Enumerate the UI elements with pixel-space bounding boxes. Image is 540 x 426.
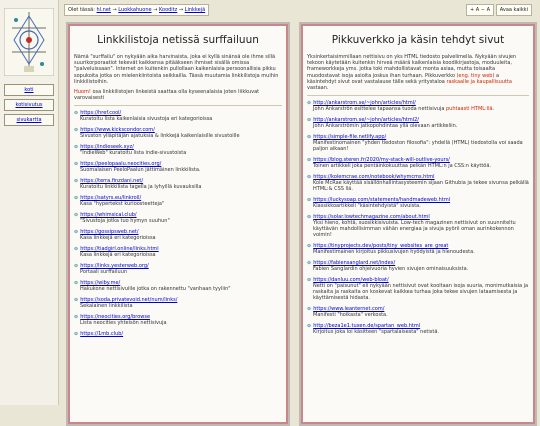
link-description-text: Kirjoitus joka loi käsitteen "spartalaisesta" netistä. — [313, 329, 439, 336]
right-panel-title: Pikkuverkko ja käsin tehdyt sivut — [331, 34, 505, 46]
link-description — [307, 266, 529, 272]
link-description — [74, 252, 282, 258]
link-url[interactable]: https://fabiensanglard.net/index/ — [313, 260, 396, 267]
bullet-icon: ⊙ — [74, 161, 79, 168]
link-description-text: John Ankarströmin jatkopohdintaa yllä olevaan artikkeliin. — [313, 123, 458, 130]
link-description — [74, 303, 282, 309]
sidebar-button-sitemap[interactable]: sivukartta — [4, 114, 54, 126]
bullet-icon: ⊙ — [307, 197, 312, 204]
note-text: osa linkkilistojen linkeistä saattaa olla kyseenalaisia joten liikkuvat varovaisesti — [74, 89, 260, 102]
list-item — [307, 243, 529, 255]
list-item — [74, 127, 282, 139]
link-description — [307, 106, 529, 112]
left-link-list — [74, 110, 282, 337]
link-description-text: Klassikkoartikkeli "käsintehdyistä" sivuista. — [313, 203, 421, 210]
link-description — [74, 201, 282, 207]
breadcrumb-item-kooditz[interactable]: Kooditz — [158, 7, 178, 13]
link-description-text: Manifesti "hoikasta" verkosta. — [313, 312, 388, 319]
link-url[interactable]: http://ankarstrom.se/~john/articles/html/ — [313, 100, 416, 107]
open-all-button[interactable]: Avaa kaikki — [496, 4, 532, 16]
bullet-icon: ⊙ — [74, 178, 79, 185]
list-item — [74, 297, 282, 309]
link-url[interactable]: https://whimsical.club/ — [80, 212, 137, 219]
list-item — [307, 157, 529, 169]
right-link-list — [307, 100, 529, 335]
link-description-text: Portaali surffailuun — [80, 269, 128, 276]
link-description-text: Kole McRae käyttää sisällönhallintasysteemin sijaan Githubia ja tekee sivunsa pelkällä HTML:& CSS llä. — [313, 180, 529, 193]
link-description — [74, 116, 282, 122]
left-note — [74, 89, 282, 101]
link-description — [74, 320, 282, 326]
bullet-icon: ⊙ — [74, 263, 79, 270]
list-item — [74, 178, 282, 190]
link-url[interactable]: https://solar.lowtechmagazine.com/about.html — [313, 214, 430, 221]
list-item — [307, 100, 529, 112]
list-item — [307, 306, 529, 318]
link-url[interactable]: https://wiby.me/ — [80, 280, 121, 287]
left-panel-title: Linkkilistoja netissä surffailuun — [97, 34, 259, 46]
font-size-controls[interactable]: + A − A — [466, 4, 494, 16]
link-description — [307, 283, 529, 301]
link-description — [74, 235, 282, 241]
bullet-icon: ⊙ — [307, 100, 312, 107]
link-url[interactable]: https://simple-file.netlify.app/ — [313, 134, 387, 141]
bullet-icon: ⊙ — [74, 280, 79, 287]
bullet-icon: ⊙ — [307, 323, 312, 330]
link-url[interactable]: https://www.leanternet.com/ — [313, 306, 385, 313]
link-description-text: Sekalainen linkkilista — [80, 303, 133, 310]
site-logo-icon — [4, 8, 54, 76]
link-description — [307, 249, 529, 255]
link-description-highlight: puhtaasti HTML:llä. — [446, 106, 495, 113]
link-description-text: "IndieWeb" kuratoitu lista indie-sivustoista — [80, 150, 187, 157]
link-description-text: Toinen artikkeli joka pentäinkokuuttaa pelkän HTML:n ja CSS:n käyttöä. — [313, 163, 492, 170]
right-intro-text-1: Yksinkertaisimmillaan nettisivu on yks HTML tiedosto palvelimella. Nykyään sivujen tekoon käytetään kuitenkin hirveä määrä kaikenlaisia koodikirjastoja, moduuleita, frameworkkeja yms. jotka toki mahdollistavat monta asiaa, mutta toisaalta muodostavat isoja asioita joskus ihan turhaan. Pikkuverkko — [307, 54, 517, 79]
link-description-text: Manifestimainen kirjoitus pikkusivujen hyödyistä ja hienoudesta. — [313, 249, 475, 256]
list-item — [307, 117, 529, 129]
link-url[interactable]: https://gossipsweb.net/ — [80, 229, 139, 236]
bullet-icon: ⊙ — [74, 212, 79, 219]
bullet-icon: ⊙ — [307, 214, 312, 221]
right-intro-red-1: (eng. tiny web) — [456, 72, 495, 79]
link-url[interactable]: https://indieseek.xyz/ — [80, 144, 134, 151]
link-description — [74, 133, 282, 139]
link-description-text: Sivuston ylläpitäjän ajatuksia & linkkejä kaikenlaisille sivustoille — [80, 133, 240, 140]
link-description-text: Suomalaisen PeeloPaalun jättimäinen linkkilista. — [80, 167, 201, 174]
right-intro-text-2: a käsintehdyt sivut ovat vastalause tälle sekä yritystaloa — [307, 72, 500, 85]
link-url[interactable]: https://peelopaalu.neocities.org/ — [80, 161, 162, 168]
bullet-icon: ⊙ — [74, 297, 79, 304]
right-intro-text-3: vastaan. — [307, 85, 329, 92]
list-item — [74, 144, 282, 156]
link-description — [307, 329, 529, 335]
bullet-icon: ⊙ — [74, 229, 79, 236]
list-item — [307, 323, 529, 335]
list-item — [74, 161, 282, 173]
link-url[interactable]: https://soda.privatevoid.net/num/links/ — [80, 297, 178, 304]
link-url[interactable]: https://href.cool/ — [80, 110, 122, 117]
link-description-text: "Sivustoja jotka tuo hymyn suuhun" — [80, 218, 170, 225]
link-description — [74, 269, 282, 275]
list-item — [74, 314, 282, 326]
breadcrumb-item-linkkeja[interactable]: Linkkejä — [184, 7, 206, 13]
link-description — [307, 140, 529, 152]
bullet-icon: ⊙ — [307, 260, 312, 267]
link-url[interactable]: https://danluu.com/web-bloat/ — [313, 277, 389, 284]
link-description-text: Kuratoitu linkkilista tagella ja lyhyillä kuvauksilla — [80, 184, 202, 191]
list-item — [307, 214, 529, 238]
bullet-icon: ⊙ — [307, 157, 312, 164]
link-description — [307, 180, 529, 192]
left-panel — [66, 22, 290, 426]
sidebar-button-homepage[interactable]: kotisivutus — [4, 99, 54, 111]
list-item — [74, 212, 282, 224]
link-url[interactable]: https://tinyprojects.dev/posts/tiny_websites_are_great — [313, 243, 449, 250]
link-url[interactable]: https://www.kickscondor.com/ — [80, 127, 155, 134]
list-item — [307, 260, 529, 272]
right-intro-red-2: raskaalle ja kaupallisuutta — [446, 78, 512, 85]
breadcrumb: Olet tässä: hl.net → Luokkahuone → Kooditz → Linkkejä — [64, 4, 209, 16]
list-item — [74, 246, 282, 258]
link-description-text: Kasa linkkejä eri kategorioissa — [80, 235, 156, 242]
bullet-icon: ⊙ — [74, 127, 79, 134]
link-description — [74, 286, 282, 292]
right-intro — [307, 54, 529, 91]
link-url[interactable]: https://tiadgirl.online/links.html — [80, 246, 159, 253]
bullet-icon: ⊙ — [74, 195, 79, 202]
sidebar — [0, 0, 59, 405]
link-url[interactable]: http://beza1e1.tuxen.de/spartan_web.html — [313, 323, 421, 330]
list-item — [307, 174, 529, 192]
link-url[interactable]: https://terra.finzdani.net/ — [80, 178, 144, 185]
link-description-text: Kasa "hypertekst kurioosteetteja" — [80, 201, 165, 208]
link-url[interactable]: https://kolemcrae.com/notebook/whymcms.html — [313, 174, 435, 181]
sidebar-button-home[interactable]: koti — [4, 84, 54, 96]
link-description-text: Fabien Sanglardin ohjeivuoria hyvien sivujen ominaisuuksista. — [313, 266, 469, 273]
bullet-icon: ⊙ — [74, 246, 79, 253]
list-item — [74, 110, 282, 122]
link-description-text: Yksi hieno, kohtä, suosikkisivuista. Low-tech magazinen nettisivut on suunniteltu käyttävän mahdollisimman vähän energiaa ja sivuja pyörii oman aurinkokennon voimin! — [313, 220, 516, 239]
list-item — [74, 280, 282, 292]
bullet-icon: ⊙ — [74, 144, 79, 151]
link-description-text: Manifestinomainen "yhden tiedoston filosofia": yhdellä (HTML) tiedostolla voi saada paljon aikaan! — [313, 140, 523, 153]
link-description — [307, 163, 529, 169]
bullet-icon: ⊙ — [307, 174, 312, 181]
left-intro: Nämä "surffailu" on nykyään aika harvinaista, joka ei kyllä sinänsä ole ihme sillä suurikorporaatiot tekevät kaikkensa pitääkseen ihmiset sisällä omissa "palveluissaan". Internet on kuitenkin pullollaan kaikenlaisia persoonallisia pikku sopukoita jotka on mielenkiintoista seikkailla. Tässä muutamia linkkilistoja muihin linkkilistoihin. — [74, 54, 279, 85]
list-item — [74, 331, 282, 337]
link-description — [307, 203, 529, 209]
bullet-icon: ⊙ — [74, 110, 79, 117]
link-description — [74, 184, 282, 190]
link-description — [74, 150, 282, 156]
note-label: Huom! — [74, 89, 91, 96]
right-panel — [299, 22, 537, 426]
bullet-icon: ⊙ — [307, 134, 312, 141]
link-description — [307, 220, 529, 238]
link-url[interactable]: https://neocities.org/browse — [80, 314, 151, 321]
link-description-text: Kuratoitu lista kaikenlaisia sivustoja eri kategorioissa — [80, 116, 213, 123]
breadcrumb-prefix: Olet tässä: — [68, 7, 95, 13]
link-url[interactable]: https://satyrs.eu/linkroll/ — [80, 195, 142, 202]
link-description — [307, 123, 529, 129]
link-description — [74, 167, 282, 173]
bullet-icon: ⊙ — [307, 243, 312, 250]
link-url[interactable]: https://blog.steren.fr/2020/my-stack-will-outlive-yours/ — [313, 157, 450, 164]
list-item — [307, 197, 529, 209]
link-description-text: Netti on "paisunut" eli nykyään nettisivut ovat kooltaan isoja suuria, monimutkaisia ja raskaita ja raskaita on koskevat kaikkea turhaa joka tekee sivujen lataamisesta ja käyttämisestä hidasta. — [313, 283, 529, 302]
link-description — [307, 312, 529, 318]
list-item — [74, 195, 282, 207]
divider — [74, 105, 282, 106]
link-description — [74, 218, 282, 224]
bullet-icon: ⊙ — [307, 117, 312, 124]
breadcrumb-item-hl[interactable]: hl.net — [96, 7, 111, 13]
bullet-icon: ⊙ — [74, 331, 79, 338]
list-item — [74, 263, 282, 275]
link-description-text: Kasa linkkejä eri kategorioissa — [80, 252, 156, 259]
bullet-icon: ⊙ — [307, 277, 312, 284]
list-item — [74, 229, 282, 241]
breadcrumb-item-luokkahuone[interactable]: Luokkahuone — [118, 7, 152, 13]
link-description-text: John Ankarströn esittelee tapaansa tuoda nettisivuja — [313, 106, 446, 113]
link-url[interactable]: https://luckysoap.com/statements/handmadeweb.html — [313, 197, 451, 204]
list-item — [307, 277, 529, 301]
link-description-text: Lista neocities yhteisön nettisivuja — [80, 320, 167, 327]
divider — [307, 95, 529, 96]
link-url[interactable]: https://links.yesterweb.org/ — [80, 263, 149, 270]
bullet-icon: ⊙ — [74, 314, 79, 321]
link-url[interactable]: https://1mb.club/ — [80, 331, 124, 338]
bullet-icon: ⊙ — [307, 306, 312, 313]
link-url[interactable]: http://ankarstrom.se/~john/articles/html2/ — [313, 117, 419, 124]
topbar — [64, 4, 532, 14]
list-item — [307, 134, 529, 152]
link-description-text: Hakukone nettisivuille jotka on rakennettu "vanhaan tyyliin" — [80, 286, 231, 293]
